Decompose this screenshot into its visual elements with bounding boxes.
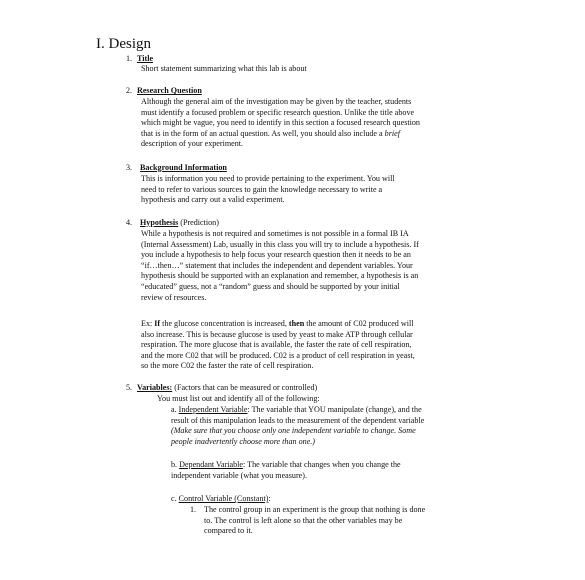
item-number-variables: 5.	[126, 383, 133, 392]
text-line: which might be vague, you need to identify in this section a focused research question	[141, 118, 420, 128]
text-line: The control group in an experiment is the group that nothing is done	[204, 505, 426, 514]
label-control-variable: Control Variable (Constant)	[178, 494, 269, 503]
text-line	[171, 405, 424, 416]
text-line	[141, 319, 415, 330]
item-number-title: 1.	[126, 54, 133, 63]
emphasis-brief: brief	[384, 128, 400, 138]
text-line: “if…then…” statement that includes the independent and dependent variables. Your	[141, 260, 413, 270]
text-line: hypothesis and carry out a valid experiment.	[141, 195, 285, 205]
list-prefix: a.	[171, 405, 179, 414]
text-line: This is information you need to provide pertaining to the experiment. You will	[141, 174, 395, 183]
item-number-background: 3.	[126, 163, 133, 172]
text-line	[141, 129, 420, 140]
example-prefix: Ex:	[141, 319, 155, 328]
control-item-number: 1.	[190, 505, 197, 514]
item-heading-variables: Variables:	[137, 383, 173, 392]
item-number-hypothesis: 4.	[126, 218, 133, 227]
text-line: also increase. This is because glucose is used by yeast to make ATP through cellular	[141, 329, 413, 339]
text-line: need to refer to various sources to gain the knowledge necessary to write a	[141, 184, 383, 194]
list-prefix: c.	[171, 494, 179, 503]
hypothesis-body	[141, 229, 419, 303]
item-heading-research-question: Research Question	[137, 86, 202, 95]
text-line: you include a hypothesis to help focus your research question then it needs to be an	[141, 250, 411, 260]
text-line: (Make sure that you choose only one independent variable to change. Some	[171, 426, 416, 436]
list-prefix: b.	[171, 460, 180, 469]
research-question-body	[141, 97, 420, 150]
item-heading-background: Background Information	[140, 163, 227, 172]
label-dependent-variable: Dependant Variable	[179, 460, 243, 469]
item-heading-title: Title	[137, 54, 154, 63]
text-fragment: : The variable that changes when you change the	[243, 460, 401, 469]
text-fragment: that is in the form of an actual question. As well, you should also include a	[141, 128, 385, 138]
text-line	[171, 460, 401, 471]
heading-note: (Prediction)	[178, 218, 219, 227]
text-line: people inadvertently choose more than one.)	[171, 436, 315, 446]
title-body	[141, 64, 307, 75]
text-line: (Internal Assessment) Lab, usually in this class you will try to include a hypothesis. If	[141, 239, 419, 249]
emphasis-then: then	[288, 319, 305, 328]
variables-intro: You must list out and identify all of the following:	[157, 394, 320, 403]
hypothesis-example	[141, 319, 415, 372]
text-line: Although the general aim of the investigation may be given by the teacher, students	[141, 97, 412, 106]
text-fragment: the glucose concentration is increased,	[160, 319, 289, 328]
item-heading-variables-line	[137, 383, 317, 394]
text-line: While a hypothesis is not required and sometimes is not possible in a formal IB IA	[141, 229, 409, 238]
text-line: hypothesis should be supported with an explanation and remember, a hypothesis is an	[141, 271, 419, 281]
label-independent-variable: Independent Variable	[178, 405, 248, 414]
item-heading-hypothesis: Hypothesis	[140, 218, 179, 227]
independent-variable-block	[171, 405, 424, 447]
control-variable-heading	[171, 494, 271, 505]
text-fragment: : The variable that YOU manipulate (change), and the	[247, 405, 422, 414]
text-line: so the more C02 the faster the rate of cell respiration.	[141, 361, 314, 371]
text-fragment: :	[268, 494, 271, 503]
text-line: review of resources.	[141, 292, 207, 302]
background-body	[141, 174, 395, 206]
section-heading-design: I. Design	[96, 36, 151, 52]
text-line: Short statement summarizing what this lab is about	[141, 64, 307, 73]
text-fragment: the amount of C02 produced will	[304, 319, 414, 328]
text-line: independent variable (what you measure).	[171, 470, 307, 480]
text-line: description of your experiment.	[141, 139, 244, 149]
dependent-variable-block	[171, 460, 401, 481]
text-line: result of this manipulation leads to the measurement of the dependent variable	[171, 415, 425, 425]
text-line: respiration. The more glucose that is available, the faster the rate of cell respiration,	[141, 340, 412, 350]
item-heading-hypothesis-line	[140, 218, 219, 229]
control-item-body	[204, 505, 425, 537]
text-line: and the more C02 that will be produced. C02 is a product of cell respiration in yeast,	[141, 350, 415, 360]
item-number-research-question: 2.	[126, 86, 133, 95]
text-line: “educated” guess, not a “random” guess and should be supported by your initial	[141, 281, 400, 291]
text-line: to. The control is left alone so that the other variables may be	[204, 515, 403, 525]
heading-note: (Factors that can be measured or controlled)	[172, 383, 318, 392]
emphasis-if: If	[154, 319, 161, 328]
text-line: compared to it.	[204, 526, 253, 536]
text-line: must identify a focused problem or specific research question. Unlike the title above	[141, 107, 415, 117]
